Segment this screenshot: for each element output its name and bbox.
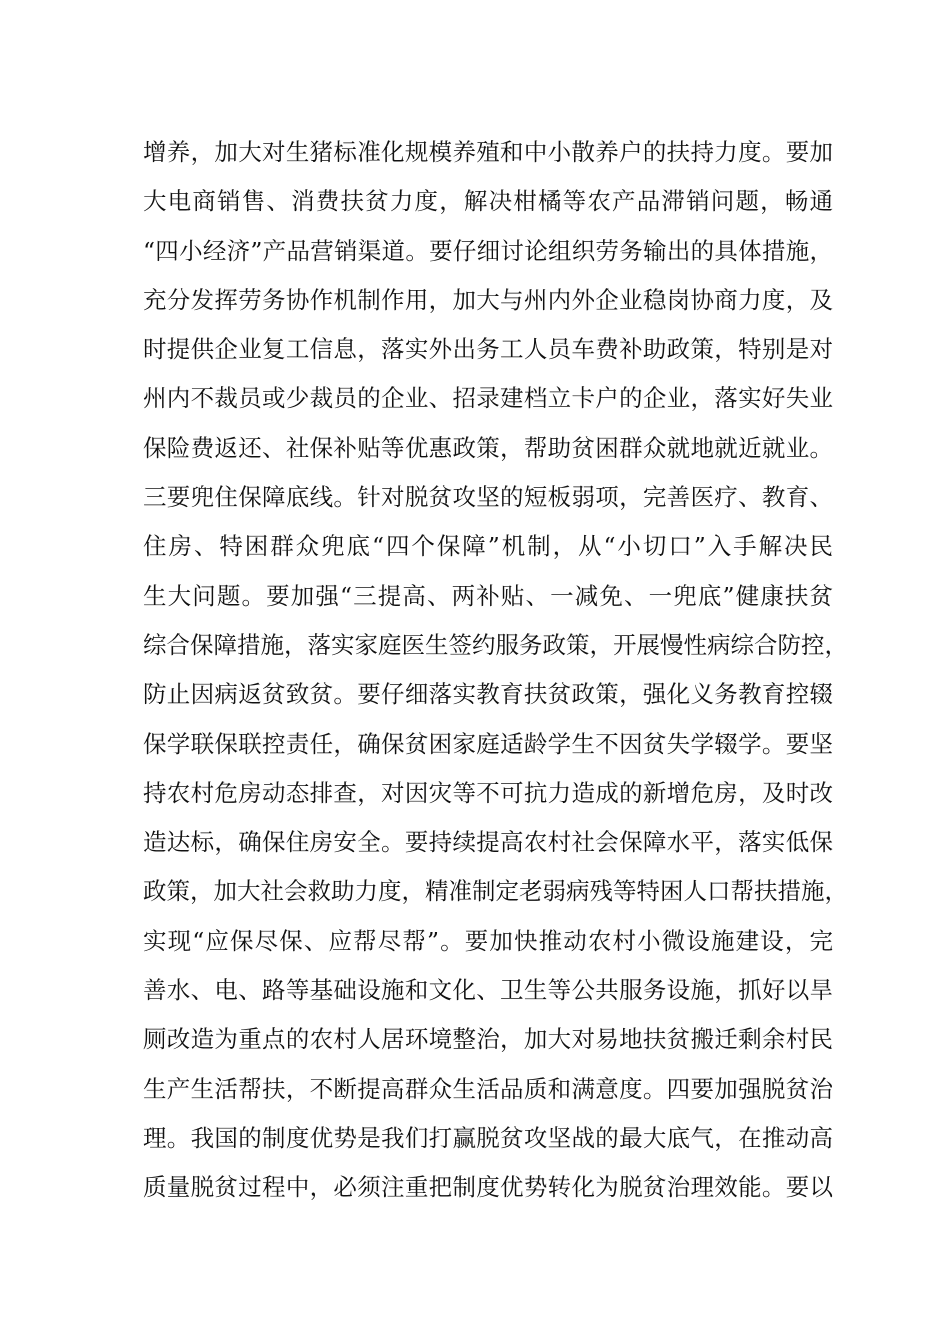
text-line: 保险费返还、社保补贴等优惠政策，帮助贫困群众就地就近就业。 (143, 433, 833, 462)
text-line: 生产生活帮扶，不断提高群众生活品质和满意度。四要加强脱贫治 (143, 1074, 833, 1103)
text-line: “四小经济”产品营销渠道。要仔细讨论组织劳务输出的具体措施， (143, 236, 833, 265)
text-line: 政策，加大社会救助力度，精准制定老弱病残等特困人口帮扶措施， (143, 877, 848, 906)
text-line: 三要兜住保障底线。针对脱贫攻坚的短板弱项，完善医疗、教育、 (143, 483, 833, 512)
text-line: 善水、电、路等基础设施和文化、卫生等公共服务设施，抓好以旱 (143, 976, 833, 1005)
text-line: 实现“应保尽保、应帮尽帮”。要加快推动农村小微设施建设，完 (143, 926, 833, 955)
text-line: 持农村危房动态排查，对因灾等不可抗力造成的新增危房，及时改 (143, 778, 833, 807)
text-line: 住房、特困群众兜底“四个保障”机制，从“小切口”入手解决民 (143, 532, 833, 561)
text-line: 生大问题。要加强“三提高、两补贴、一减免、一兜底”健康扶贫 (143, 581, 833, 610)
text-line: 造达标，确保住房安全。要持续提高农村社会保障水平，落实低保 (143, 828, 833, 857)
text-line: 质量脱贫过程中，必须注重把制度优势转化为脱贫治理效能。要以 (143, 1173, 833, 1202)
text-line: 厕改造为重点的农村人居环境整治，加大对易地扶贫搬迁剩余村民 (143, 1025, 833, 1054)
text-line: 充分发挥劳务协作机制作用，加大与州内外企业稳岗协商力度，及 (143, 285, 833, 314)
text-line: 防止因病返贫致贫。要仔细落实教育扶贫政策，强化义务教育控辍 (143, 680, 833, 709)
text-line: 州内不裁员或少裁员的企业、招录建档立卡户的企业，落实好失业 (143, 384, 833, 413)
text-line: 时提供企业复工信息，落实外出务工人员车费补助政策，特别是对 (143, 335, 833, 364)
text-line: 大电商销售、消费扶贫力度，解决柑橘等农产品滞销问题，畅通 (143, 187, 833, 216)
body-text (143, 128, 848, 1213)
text-line: 保学联保联控责任，确保贫困家庭适龄学生不因贫失学辍学。要坚 (143, 729, 833, 758)
text-line: 增养，加大对生猪标准化规模养殖和中小散养户的扶持力度。要加 (143, 138, 833, 166)
text-line: 综合保障措施，落实家庭医生签约服务政策，开展慢性病综合防控， (143, 630, 848, 659)
text-line: 理。我国的制度优势是我们打赢脱贫攻坚战的最大底气，在推动高 (143, 1123, 833, 1152)
